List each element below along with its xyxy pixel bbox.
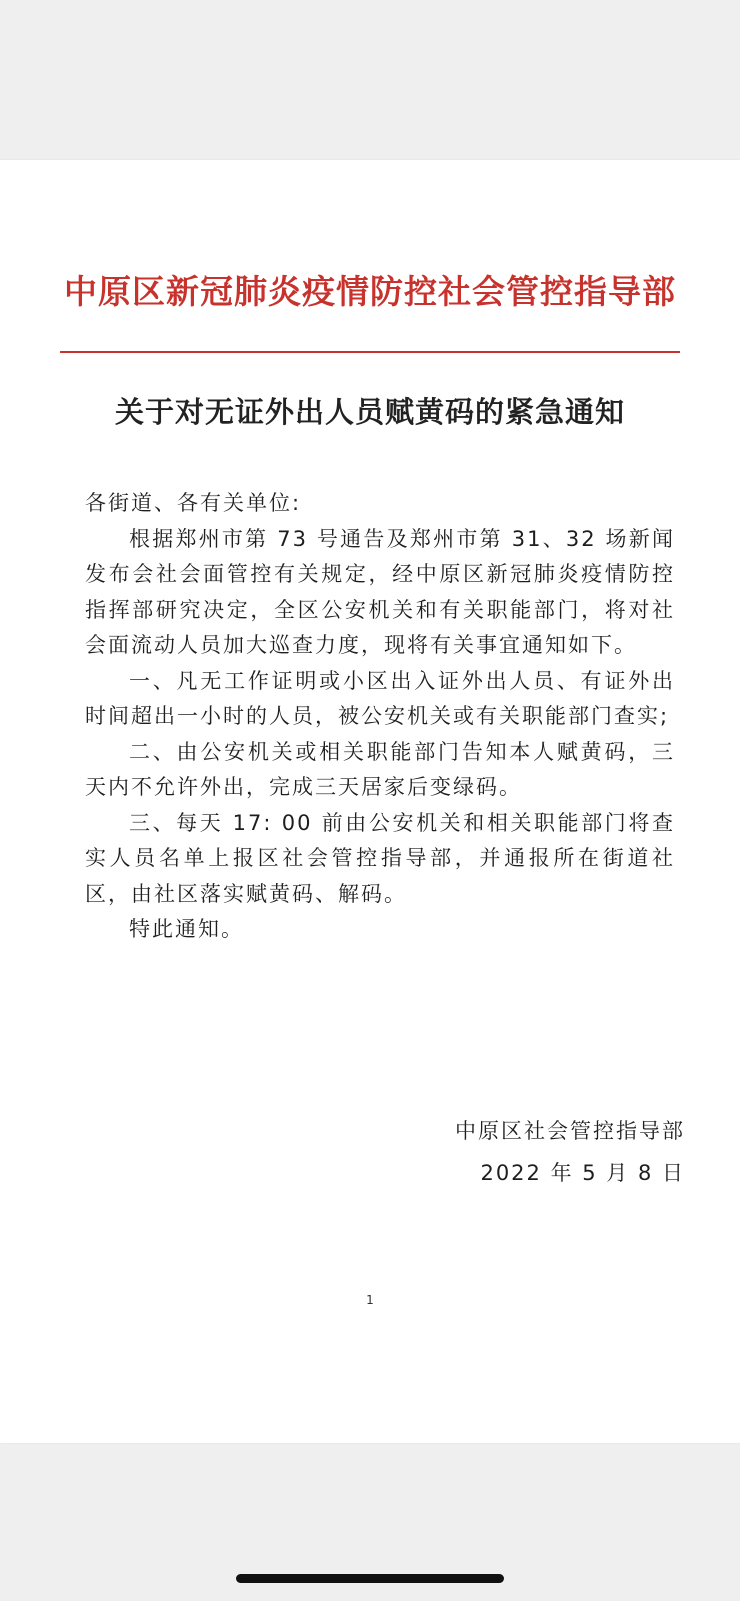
org-header: 中原区新冠肺炎疫情防控社会管控指导部: [64, 272, 676, 311]
document-body: [85, 486, 675, 948]
salutation: 各街道、各有关单位:: [85, 491, 302, 515]
paragraph-intro: 根据郑州市第 73 号通告及郑州市第 31、32 场新闻发布会社会面管控有关规定，经中原区新冠肺炎疫情防控指挥部研究决定，全区公安机关和有关职能部门，将对社会面流动人员加大巡查力度，现将有关事宜通知如下。: [85, 526, 675, 657]
paragraph-item-1: 一、凡无工作证明或小区出入证外出人员、有证外出时间超出一小时的人员，被公安机关或有关职能部门查实;: [85, 668, 675, 728]
page-number: 1: [366, 1293, 374, 1307]
paragraph-item-3: 三、每天 17: 00 前由公安机关和相关职能部门将查实人员名单上报区社会管控指导部，并通报所在街道社区，由社区落实赋黄码、解码。: [85, 810, 675, 906]
home-indicator[interactable]: [236, 1574, 504, 1583]
signature-date: 2022 年 5 月 8 日: [480, 1161, 685, 1185]
signature-block: [455, 1110, 685, 1194]
document-page: [0, 160, 740, 1443]
paragraph-closing: 特此通知。: [129, 917, 244, 941]
document-title: 关于对无证外出人员赋黄码的紧急通知: [114, 395, 625, 429]
signature-org: 中原区社会管控指导部: [455, 1119, 685, 1143]
paragraph-item-2: 二、由公安机关或相关职能部门告知本人赋黄码，三天内不允许外出，完成三天居家后变绿码。: [85, 739, 675, 799]
header-divider: [60, 351, 680, 353]
